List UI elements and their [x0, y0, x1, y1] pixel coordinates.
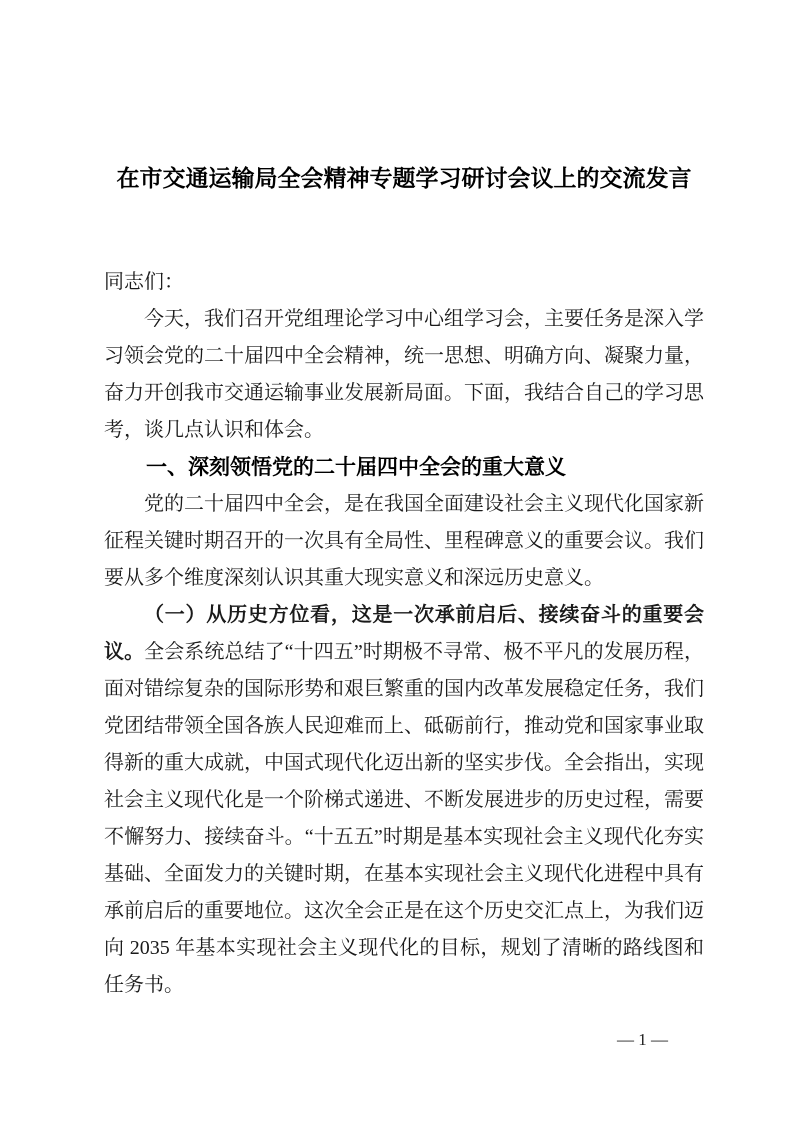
salutation: 同志们：	[104, 271, 184, 293]
document-title: 在市交通运输局全会精神专题学习研讨会议上的交流发言	[116, 165, 692, 191]
point1-lead-sentence: （一）从历史方位看，这是一次承前启后、接续奋斗的重要会议。	[104, 604, 704, 663]
intro-paragraph: 今天，我们召开党组理论学习中心组学习会，主要任务是深入学习领会党的二十届四中全会精神，统一思想、明确方向、凝聚力量，奋力开创我市交通运输事业发展新局面。下面，我结合自己的学习思考，谈几点认识和体会。	[104, 308, 704, 441]
page-number: — 1 —	[617, 1030, 668, 1049]
section-heading-1: 一、深刻领悟党的二十届四中全会的重大意义	[146, 456, 566, 479]
point1-body-text: 全会系统总结了“十四五”时期极不寻常、极不平凡的发展历程，面对错综复杂的国际形势和艰巨繁重的国内改革发展稳定任务，我们党团结带领全国各族人民迎难而上、砥砺前行，推动党和国家事业取得新的重大成就，中国式现代化迈出新的坚实步伐。全会指出，实现社会主义现代化是一个阶梯式递进、不断发展进步的历史过程，需要不懈努力、接续奋斗。“十五五”时期是基本实现社会主义现代化夯实基础、全面发力的关键时期，在基本实现社会主义现代化进程中具有承前启后的重要地位。这次全会正是在这个历史交汇点上，为我们迈向 2035 年基本实现社会主义现代化的目标，规划了清晰的路线图和任务书。	[104, 641, 704, 996]
section1-point1-paragraph	[104, 597, 704, 1004]
document-content	[104, 0, 704, 1004]
section1-intro-paragraph: 党的二十届四中全会，是在我国全面建设社会主义现代化国家新征程关键时期召开的一次具有全局性、里程碑意义的重要会议。我们要从多个维度深刻认识其重大现实意义和深远历史意义。	[104, 493, 704, 589]
